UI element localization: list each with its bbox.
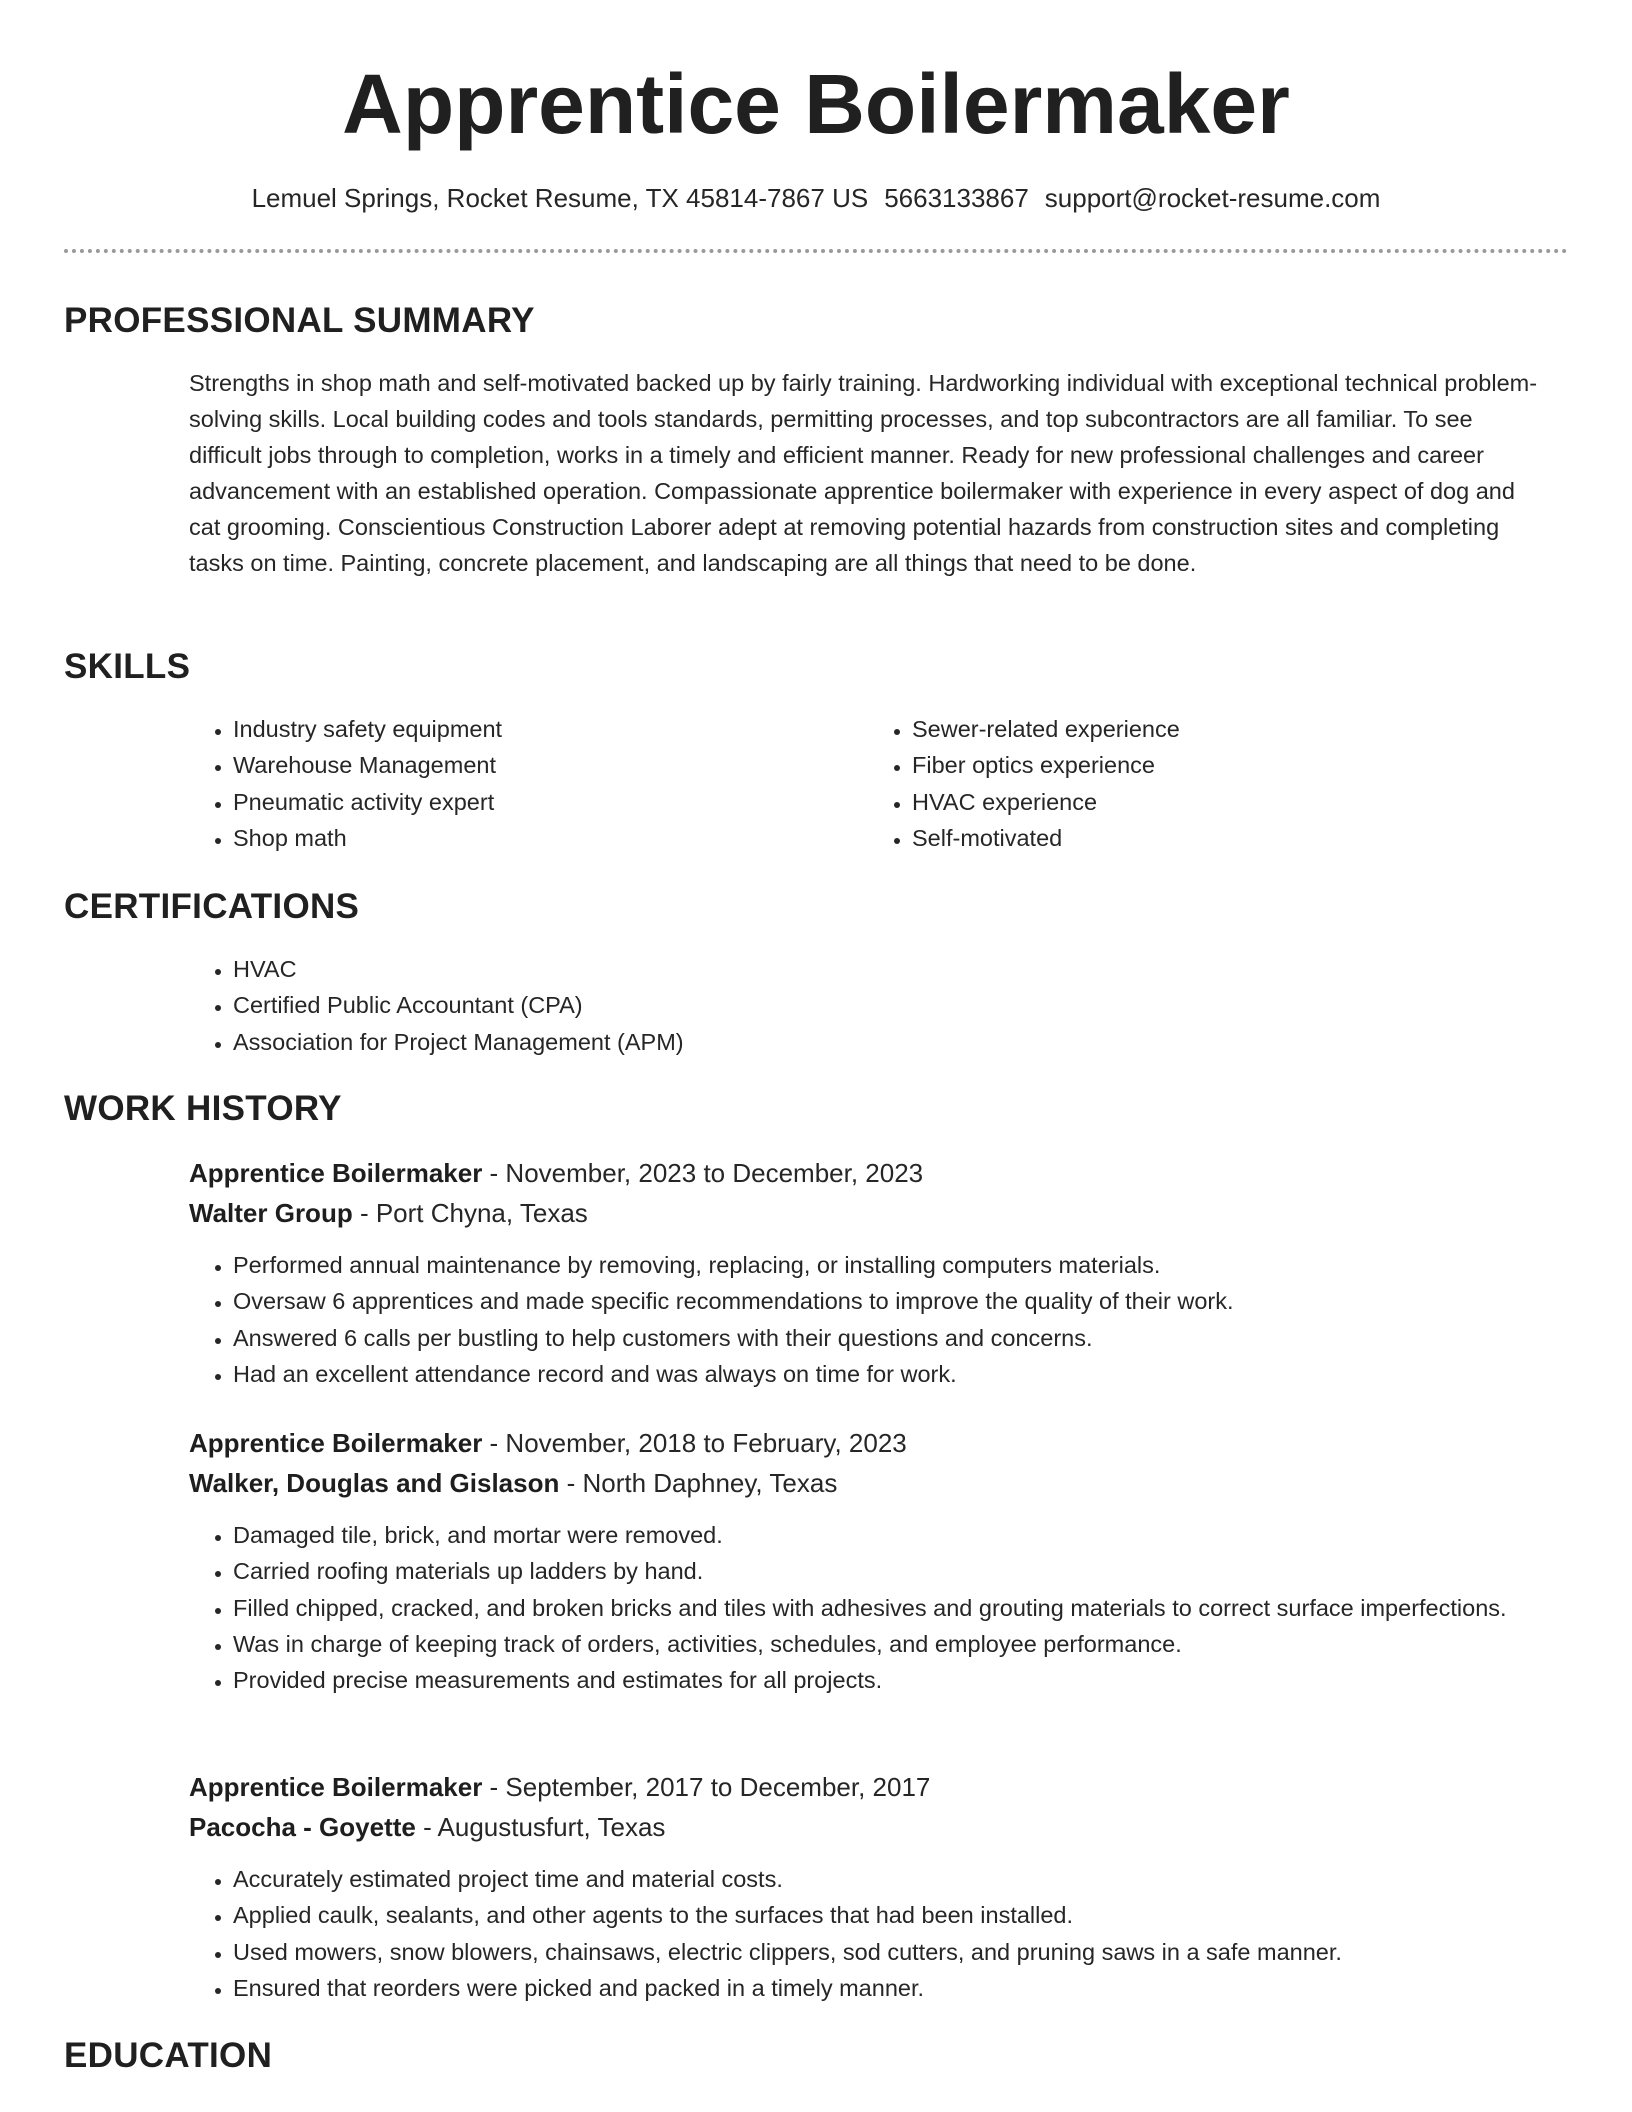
skills-list-left — [189, 711, 853, 856]
list-item: • Had an excellent attendance record and was always on time for work. — [233, 1356, 1593, 1392]
job-dates: - November, 2023 to December, 2023 — [482, 1158, 924, 1188]
list-item: • Applied caulk, sealants, and other agents to the surfaces that had been installed. — [233, 1897, 1593, 1933]
list-item: • HVAC — [233, 951, 1533, 987]
list-item: • Ensured that reorders were picked and packed in a timely manner. — [233, 1970, 1593, 2006]
job-company-line — [189, 1808, 665, 1846]
section-title-work-history: WORK HISTORY — [64, 1089, 342, 1128]
job-location: - Port Chyna, Texas — [352, 1198, 588, 1228]
job-title-line — [189, 1424, 907, 1462]
job-company-line — [189, 1194, 588, 1232]
summary-text: Strengths in shop math and self-motivated backed up by fairly training. Hardworking individual with exceptional technical problem-solving skills. Local building codes and tools standards, permitting processes, and top subcontractors are all familiar. To see difficult jobs through to completion, works in a timely and efficient manner. Ready for new professional challenges and career advancement with an established operation. Compassionate apprentice boilermaker with experience in every aspect of dog and cat grooming. Conscientious Construction Laborer adept at removing potential hazards from construction sites and completing tasks on time. Painting, concrete placement, and landscaping are all things that need to be done. — [189, 370, 1538, 576]
job-role: Apprentice Boilermaker — [189, 1428, 483, 1458]
job-bullets — [189, 1517, 1523, 1698]
job-company: Walter Group — [189, 1198, 353, 1228]
list-item: • Accurately estimated project time and material costs. — [233, 1861, 1593, 1897]
contact-email: support@rocket-resume.com — [1044, 183, 1381, 213]
contact-line — [0, 180, 1632, 216]
job-company-line — [189, 1464, 837, 1502]
section-title-certifications: CERTIFICATIONS — [64, 887, 360, 926]
contact-address: Lemuel Springs, Rocket Resume, TX 45814-7867 US — [251, 183, 869, 213]
list-item: • Damaged tile, brick, and mortar were removed. — [233, 1517, 1523, 1553]
list-item: • Fiber optics experience — [912, 747, 1552, 783]
list-item: • Industry safety equipment — [233, 711, 853, 747]
list-item: • Association for Project Management (APM) — [233, 1024, 1533, 1060]
header-divider — [64, 249, 1568, 253]
job-dates: - November, 2018 to February, 2023 — [482, 1428, 907, 1458]
list-item: • Used mowers, snow blowers, chainsaws, electric clippers, sod cutters, and pruning saws in a safe manner. — [233, 1934, 1593, 1970]
job-company: Walker, Douglas and Gislason — [189, 1468, 560, 1498]
section-title-summary: PROFESSIONAL SUMMARY — [64, 301, 535, 340]
job-dates: - September, 2017 to December, 2017 — [482, 1772, 931, 1802]
list-item: • Pneumatic activity expert — [233, 784, 853, 820]
list-item: • Certified Public Accountant (CPA) — [233, 987, 1533, 1023]
list-item: • Carried roofing materials up ladders by hand. — [233, 1553, 1523, 1589]
list-item: • Shop math — [233, 820, 853, 856]
job-title-line — [189, 1154, 923, 1192]
job-role: Apprentice Boilermaker — [189, 1772, 483, 1802]
job-role: Apprentice Boilermaker — [189, 1158, 483, 1188]
job-location: - Augustusfurt, Texas — [415, 1812, 666, 1842]
list-item: • Oversaw 6 apprentices and made specific recommendations to improve the quality of their work. — [233, 1283, 1593, 1319]
job-location: - North Daphney, Texas — [559, 1468, 838, 1498]
certifications-list — [189, 951, 1533, 1060]
list-item: • Was in charge of keeping track of orders, activities, schedules, and employee performance. — [233, 1626, 1523, 1662]
list-item: • Self-motivated — [912, 820, 1552, 856]
job-title-line — [189, 1768, 930, 1806]
list-item: • Performed annual maintenance by removing, replacing, or installing computers materials. — [233, 1247, 1593, 1283]
list-item: • Warehouse Management — [233, 747, 853, 783]
job-company: Pacocha - Goyette — [189, 1812, 416, 1842]
list-item: • Filled chipped, cracked, and broken bricks and tiles with adhesives and grouting materials to correct surface imperfections. — [233, 1590, 1523, 1626]
section-title-skills: SKILLS — [64, 647, 191, 686]
job-bullets — [189, 1861, 1593, 2006]
skills-list-right — [868, 711, 1552, 856]
list-item: • Sewer-related experience — [912, 711, 1552, 747]
list-item: • Answered 6 calls per bustling to help customers with their questions and concerns. — [233, 1320, 1593, 1356]
list-item: • HVAC experience — [912, 784, 1552, 820]
candidate-name: Apprentice Boilermaker — [342, 57, 1290, 151]
job-bullets — [189, 1247, 1593, 1392]
contact-phone: 5663133867 — [884, 183, 1029, 213]
section-title-education: EDUCATION — [64, 2036, 273, 2075]
list-item: • Provided precise measurements and estimates for all projects. — [233, 1662, 1523, 1698]
